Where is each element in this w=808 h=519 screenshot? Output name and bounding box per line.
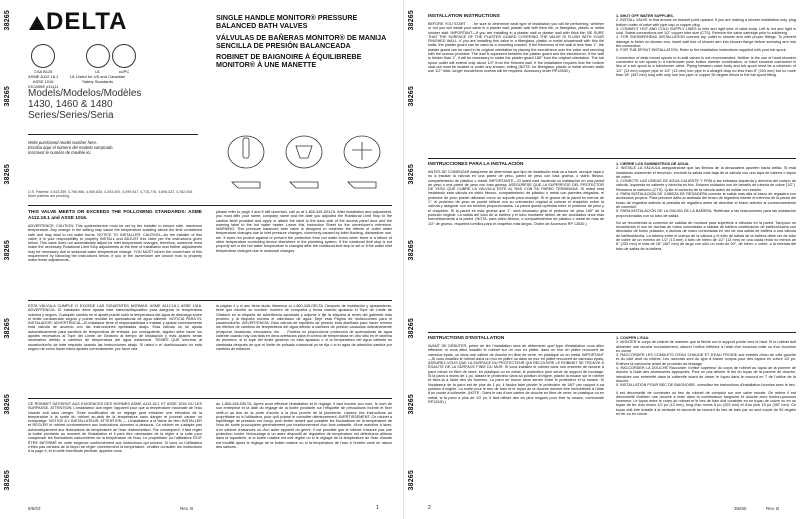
warning-es-column-1 [28,304,202,351]
step-item: 3. CONECTE LAS LÍNEAS DE AGUA CALIENTE Y FRÍA a las entradas izquierda y derecha del cuerpo de válvula. Izquierda es caliente y derecha es fría. Enlaces soldados son de tamaño de tubería de cobre (1/2"). Remueva la cartucho (CTS). Quite el cartucho de la válvula antes de soldar con estaño. [616,179,796,192]
page-number: 1 [376,505,379,511]
section-rule [28,398,392,399]
cert-line: UL [95,69,101,74]
margin-doc-code-column [4,0,18,519]
warning-fr-column-1 [28,402,202,454]
footer-rev: Rev. B [180,506,194,511]
delta-triangle-icon [29,16,45,30]
install-en-column-2 [616,14,796,77]
model-line: Series/Series/Seria [28,110,114,121]
step-item: 2. MONTER le corps de robinet de manière que la flèche sur le support pointe vers le haut. Si le robinet doit alimenter une douche exclusivement, obturer l'orifice inférieur à l'aide d'un bouchon mâle ou d'un bouchon en cuivre. [616,340,796,353]
margin-doc-code-column [408,0,422,519]
margin-doc-code: 38265 [4,318,11,339]
cupc-mark-icon [112,44,136,68]
step-item: 4. PARA INSTALACIÓN DE CABEZA DE REGADERA conecte la salida más alta al brazo de regadera con accesorios propios. Para prevenir daño al acabado del brazo de regadera inserte el extremo de la pared del brazo de regadera adentro al pestaña de regadera antes de atornillar el brazo adentro al conexionamiento de conexión. [616,192,796,209]
tub-spout-1-icon [232,182,260,188]
margin-doc-code: 38265 [4,164,11,185]
section-rule [428,158,796,159]
cert-line: IOC/MNE #11111 [28,84,59,89]
warning-es-column-2 [216,304,392,351]
note-line: Escriba aquí el número del modelo comprado. [28,145,114,150]
install-fr-extra: Il est déconseillé de connecter un bec de robinet de comptoir sur une valve murale. De même il est déconseillé d'utiliser une douche à main dans la combinaison baignoire et douche avec bouton-poussoir inverseur. Le tuyau entre le corps du robinet et le bec de bain doit consister en un tuyau de cuivre ou en un tuyau de fer d'au moins 1/2 po (13 mm), long d'au moins 8 po (203 mm) et d'au plus 18 po (457 mm). Ce tuyau doit être installé à la verticale et raccordé au raccord du bec de bain par un seul coude de 90 degrés en fer ou en cuivre. [616,390,796,417]
step-item: 5. FOR TUB SPOUT INSTALLATION, Refer to the installation instructions supplied with your tub spout. [616,48,787,53]
margin-doc-code: 38265 [408,240,415,261]
install-en-extra: Connection of desk mount spouts to in-wall valves is not recommended. Neither is the use of hand showers connected to tub spouts in a tub/shower push button diverter combination, or hand showers connected in lieu of a tub spout to a tub/shower valve. Piping between valve body and tub spout must be a minimum of 1/2" (13 mm) copper pipe or 1/2" (13 mm) iron pipe in a straight drop no less than 8" (203 mm) but no more than 18" (457 mm) long with only one iron pipe or copper 90 degree elbow to the tub spout fitting. [616,55,796,77]
tub-spout-3-icon [348,182,376,188]
warning-en-text: ADVERTENCE: CAUTION: This system/device must be set by the installer to ensure safe, maximum temperature. Any change in the setting may cause the temperature scalding above the limit considered safe and may lead to hot water burns. NOTICE TO INSTALLER: CAUTION—As the installer of this valve, it is your responsibility to properly INSTALL and ADJUST this valve per the instructions given below. This valve does not automatically adjust for inlet temperature changes, therefore, someone must make the necessary Rotational Limit Stop adjustments at the time of installation and further adjustments may be necessary due to seasonal water temperature change. YOU MUST inform the owner/user of this requirement by following the instructions below. If you or the owner/user are unsure how to properly make these adjustments, [28,224,202,263]
install-es-column-2 [616,162,796,251]
section-rule [28,300,392,301]
warning-en-column-1 [28,210,202,263]
brand-name: DELTA [46,8,128,35]
tub-spout-2-icon [290,182,318,188]
step-item: 1. CIERRE LOS SUMINISTROS DE AGUA. [616,162,690,166]
model-number-line [28,134,198,135]
title-es: VÁLVULAS DE BAÑERAS MONITOR® DE MANIJA SENCILLA DE PRESIÓN BALANCEADA [216,32,387,50]
install-en-heading: INSTALLATION INSTRUCTIONS [428,14,500,19]
title-fr: ROBINET DE BAIGNOIRE À ÉQUILIBREBE MONITOR® À UNE MANETTE [216,52,362,70]
margin-doc-code: 38265 [408,10,415,31]
note-line: Inscrivez le numéro de modèle ici. [28,150,92,155]
step-item: 1. COUPER L'EAU. [616,336,650,340]
warning-es-text-cont: la página 4 y si aún tiene duda, llámenos al 1-800-345-DELTA. Después de instalación y ajustamiento, tiene que escribir su nombre, nombre de compañía y fecha cuando ajustado el Tope de Límite de Giratorio en la etiqueta de advertencia aprobada y adjunte o fije la etiqueta al revés del gabinete más próximo y la etiqueta encima el calentador de agua. Deje esta Página de Instrucciones para el usuario/dueño. ADVERTENCIA: Esta válvula de equilibrio de presión está diseñada para hacer mínimo los efectos de cambios de temperatura del agua debido a cambios de presión causados ordinariamente (evaporar, lavadoras, excusados, etc. . . Pudiera no proporcionar protección de quemaduras de agua caliente cuando hay una falla en otros artefactos para el control de temperatura en otro sitio en el sistema de plomería, si el tope del límite giratorio no está ajustado o si la temperatura del agua caliente es cambiada después de que el límite de pulsado rotacional ya se fija o si el agua de admisión cambia por cambios de estación. [216,304,392,351]
model-line: Models/Modelos/Modèles [28,88,142,99]
warning-fr-text-cont: au 1-800-345-DELTA. Après avoir effectué l'installation et le réglage, il faut inscrire son nom, le nom de son entreprise et la date du réglage de la butée pivotante sur l'étiquette de précautions fournie et fixer celle-ci au dos de la porte d'accès à la plus proche de la plomberie. Laissez ces instructions au propriétaire ou à l'utilisateur, pour qu'il puisse le consulter ultérieurement. AVERTISSEMENT: Ce robinet à équilibrage de pression est conçu pour limiter autant que possible les fluctuations de la température de l'eau de sortie provoquées généralement par fonctionnement d'un lave-vaisselle, d'une machine à laver, d'un cabinet d'aisances ou d'un autre appareil du genre. Il est possible que le robinet n'assure pas une protection contre l'échaudage si un autre dispositif de régulation de température est défectueux ailleurs dans la tuyauterie, si la butée rotative est mal réglée ou si le réglage de la température de l'eau chaude est modifié après le réglage de la butée rotative ou si la température de l'eau à l'entrée varie en raison des saisons. [216,402,392,449]
margin-doc-code: 38265 [4,240,11,261]
page-2 [404,0,808,519]
document-title [216,14,392,73]
margin-doc-code: 38265 [408,394,415,415]
cert-line: ASME A112.18.1 [28,74,59,79]
margin-doc-code: 38265 [4,470,11,491]
warning-fr-column-2 [216,402,392,449]
section-rule [428,332,796,333]
footer-date: 8/5/03 [28,506,41,511]
install-fr-column-2 [616,336,796,416]
step-item: 5. PARA INSTALACIÓN DE LA SALIDA DE LA BAÑERA, Refiérase a las instrucciones para las instalación proporcionadas con su tubo de salida. [616,209,796,218]
cert-line: ASSE 1016 [32,79,54,84]
step-item: 5. INSTALLATION POUR BEC DE BAIGNOIRE, consultez les instructions d'installation fournies avec le bec. [616,383,796,388]
footer-rev: Rev. B [766,506,780,511]
ul-mark-icon [86,44,110,68]
step-item: 3. RACCORDER LES CONDUITS D'EAU CHAUDE ET D'EAU FROIDE aux entrées d'eau de côté gauche et du côté droit du robinet. Les raccords sont du type à braser conçus pour des tuyaux en cuivre 1/2 po. Enlevez la cartouche avant de procéder au brasage. [616,353,796,366]
install-es-extra: No se recomienda la conexión de salidas de montura para superficie a válvulas en la pared. Tampoco se recomienda el uso de duchas de mano conectadas a salidas de bañera combinación de bañera/ducha con desviador de botón pulsador, o duchas de mano conectadas en vez de una salida de bañera a una válvula de bañera/ducha. La tubería entre el cuerpo de la válvula y el tubo de salida de la bañera debe ser de tubo de cobre de un mínimo de 1/2" (13 mm) o tubo de hierro de 1/2" (13 mm) en una caída recta no menos de 8" (203 mm) ni más de 18" (457 mm) de largo con sólo un codo de 90°, de hierro o cobre, a la entrada del tubo de salida de la bañera. [616,220,796,251]
escutcheon-2-icon [286,136,322,168]
footer-code: 38265 [734,506,747,511]
title-en: SINGLE HANDLE MONITOR® PRESSURE BALANCED BATH VALVES [216,13,358,31]
csa-certification [28,44,58,89]
warning-en-text-cont: please refer to page 4 and if still uncertain, call us at 1-800-345-DELTA. After installation and adjustment, you must affix your name, company name and the date you adjusted the Rotational Limit Stop to the caution label provided and apply or attach the label to the back side of the access panel door and the warning label to the hot water heater. Leave this Instruction Sheet for the owner/user's reference. WARNING: This pressure balanced bath valve is designed to minimize the effects of outlet water temperature changes due to inlet pressure changes, commonly caused by toilet flushing, dishwasher use, etc. It does not protect against or prevent the protection from hot water burns when there is a failure of other temperature controlling device elsewhere in the plumbing system. If the rotational limit stop is not properly set or the hot water temperature is changed after the rotational limit stop is set or if the water inlet temperature changes due to seasonal changes. [216,210,392,253]
cert-line: CSA B125 [33,69,53,74]
install-fr-text: AVANT DE DÉBUTER, prière de lire l'installation sera de déterminer quel type d'installation vous allez effectuer, si vous allez installer le robinet sur un mur en plâtre, dans un mur en plâtre recouvert de carreaux épais, ou dans une cabine de douche en fibre de verre, en plastique ou en métal. IMPORTANT—Si vous installez le robinet dans un mur en plâtre ou dans un mur en plâtre recouvert de carreaux épais, ASSUREZ-VOUS QUE LA SURFACE DU PROTECTEUR QUI RECOUVRE LE ROBINET SE TROUVE À ÉGALITÉ DE LA SURFACE FINIE DU MUR. Si vous installez le robinet dans une enceinte de douche à paroi mince en fibre de verre, en plastique ou en métal, le protecteur peut servir de support de montage. Si la paroi a moins de 1 po, laissez le protecteur dans sa position d'origine, placez la rosace sur le robinet et fixez-la à l'aide des vis fournies. La paroi se trouve alors serrée entre le protecteur et la rosace. Si l'épaisseur de la paroi est de plus de 1 po, il faudra faire pivoter le protecteur de 180° par rapport à sa position d'origine. La sortie pour le bec de bain et le tuyau de la douche doivent être immobilisés à l'aide d'un coude à collerette. (NOTE : Dans le cas d'une cabine de douche en fibre de verre, en plastique ou en métal, si la paroi a plus de 1/2 po, il faut utiliser des vis plus longues pour fixer la rosace, commande RP12630.) [428,344,604,404]
step-item: 4. RACCORDER LA DOUCHE Raccorder l'orifice supérieur du corps de robinet au tuyau de la pomme de douche à l'aide des accessoires appropriés. Pour ne pas abîmer le fini du tuyau de la pomme de douche, introduire son extrémité dans la collerette avant de visser le tuyau dans le raccord en T de l'orifice de la douche. [616,366,796,383]
warning-es-text: ESTA VÁLVULA CUMPLE O EXCEDE LAS SIGUIENTES NORMAS: ASME A112.18.1 ASSE 1016. ADVERTENCIA: El instalador debe ajustar este sistema/dispositivo para asegurar la temperatura máxima y segura. Cualquier cambio en el ajuste puede subir la temperatura del agua de descarga sobre el límite considerado seguro y puede resultar en quemaduras de agua caliente. NOTICIA PARA EL INSTALADOR: ADVERTENCIA—El instalador tiene el responsabilidad e instalar y ajustar correctamente esta válvula de acuerdo con las instrucciones aprobadas abajo. Esta válvula no se ajusta automáticamente para cambios de temperatura de entrada, por consiguiente, alguien debe hacer los ajustes necesarios al Tope del Límite de Giratorio al tiempo de instalación y más ajustes serán necesarios debido a cambios de temperatura del agua estacional. TIENES QUE informar al usuario/dueño de este requisito usando las instrucciones abajo. Si usted o el dueño/usuario no está seguro de cómo hacer estos ajustes correctamente, por favor vea [28,304,202,351]
warning-en-column-2 [216,210,392,253]
install-en-column-1 [428,14,604,74]
model-numbers [28,88,141,121]
step-item: 1. SHUT OFF WATER SUPPLIES. [616,14,674,18]
step-item: 2. INSTALL VALVE to that arrows on bracket point upward. If you are making a shower installation only, plug bottom outlet of valve with pipe cap or copper plug. [616,18,796,27]
install-fr-column-1 [428,336,604,404]
margin-doc-code: 38265 [4,394,11,415]
margin-doc-code: 38265 [4,86,11,107]
section-rule [28,205,392,206]
install-en-text: BEFORE YOU START . . . be sure to determine what type of installation you will be performing, whether or not you will install your valve in a plaster wall, plaster wall with thick tile, or fiberglass, plastic or metal shower stall. IMPORTANT—If you are installing in a plaster wall or plaster wall with thick tile: BE SURE THAT THE SURFACE OF THE PLASTER GUARD COVERING THE VALVE IS FLUSH WITH YOUR FINISHED WALL. If you are installing this valve in a fiberglass, plastic or metal showerwall with thin tile walls, the plaster guard can be used as a mounting bracket. If the thickness of the wall is less than 1", the plaster guard can be used in its original orientation by placing the escutcheon over the valve and securing with the screws provided. The wall is squeezed between the plaster guard and the escutcheon. If the wall is thicker than 1", it will be necessary to rotate the plaster guard 180° from the original orientation. The tub spout outlet will extend only about 1/2" from the finished wall. If the installation requires that the bottom stub-out must be located or under any shower, ceiling (NOTE: for fiberglass, plastic or metal shower stalls use 1/2" thick, longer escutcheon screws will be required. Accessory order RP12630.) [428,22,604,74]
cupc-certification [112,44,136,74]
patents-text: U.S. Patents: 4,043,359, 3,796,966, 4,069,835, 4,353,400, 4,099,547, 4,715,776, 4,696,322, 4,782,005. More patents are pending. [28,190,194,199]
valve-trim-illustration [216,132,392,196]
escutcheon-1-icon [228,136,264,168]
margin-doc-code: 38265 [408,164,415,185]
warning-fr-text: CE ROBINET SATISFAIT AUX EXIGENCES DES NORMES ASME A112.18.1 ET ASSE 1016 OU LES SURPASSE. ATTENTION: L'installateur doit régler l'appareil pour que la température maximale de l'eau chaude soit sans danger. Toute modification de ce réglage peut entraîner une élévation de la température à la sortie du robinet au-delà de la température sans danger et pourrait causer un échaudage. NOTICE À L'INSTALLATEUR: ATTENTION — L'installateur a la tâche de bien INSTALLER et RÉGLER le robinet conformément aux instructions données ci-dessous. Ce robinet ne s'adapte pas automatiquement aux fluctuations de température de l'eau d'alimentation. Par conséquent, il faut régler la butée pivotante au moment de l'installation et il peut être nécessaire de la régler à la suite pour compenser les fluctuations saisonnières de la température de l'eau. Le propriétaire ou l'utilisateur DOIT ÊTRE INFORMÉ de cette exigence conformément aux instructions qui suivent. Si vous ou l'utilisateur n'êtes pas certains de la façon de régler correctement la température, veuillez consulter les instructions à la page 4, et si cette incertitude persiste, appelez-nous [28,402,202,454]
step-item: 3. CONNECT HOT AND COLD SUPPLY LINES to inlet and right inlet of valve body. Left is hot and right is cold. Sweat connections are 1/2" copper tube size (CTS). Remove the valve cartridge prior to soldering. [616,26,796,36]
margin-doc-code: 38265 [408,470,415,491]
step-item: 2. INSTALE LA VÁLVULA asegurándose que las flechas de la abrazadera apunten hacia arriba. Si está instalando solamente el recorrido, enchufe la salida más baja de la válvula con una tapa de tubería o tapón de cobre. [616,166,796,179]
write-model-note [28,140,198,155]
step-item: 4. FOR SHOWERHEAD INSTALLATION connect top outlet to shower arm with proper fittings. To prevent damage to finish on shower arm, insert wall end of shower arm into shower flange before screwing arm into tee connection. [616,35,796,49]
model-line: 1430, 1460 & 1480 [28,99,113,110]
install-es-text: ANTES DE COMENZAR asegúrese de determinar que tipo de instalación está va a hacer, aunque vaya o no a instalar la válvula en una pared de yeso, pared de yeso con losa gruesa, o vidrio fibroso, compartimiento de plástico o metal. IMPORTANTE—Si usted está haciendo su instalación en una pared de yeso o una pared de yeso con losa gruesa: ASEGÚRESE QUE LA SUPERFICIE DEL PROTECTOR DE YESO QUE CUBRE LA VÁLVULA ESTÉ AL RAS CON SU PARED TERMINADA. Si usted está instalando esta válvula en vidrio fibroso, compartimiento de plástico o metal con paredes delgadas, el protector de yeso puede utilizarse como un soporte para montaje. Si el grosor de la pared es menos de 1", el protector de yeso se puede utilizar con su orientación original al colocar el chapetón sobre la válvula y asegurar con los tornillos proporcionados. La pared queda oprimida entre el protector de yeso y el chapetón. Si la pared es más gruesa que 1", será necesario girar el protector de yeso 180° de la posición original. La salida del tubo de la bañera y el tubo montante deben de ser acordados unos más herméticamente a la pared. (NOTA: para vidrio fibroso, o compartimientos de plástico o metal de más de 1/2" de grueso, requerirá tornillos para el chapetón más largos. Orden de Accesorio RP 12630.) [428,170,604,226]
install-es-column-1 [428,162,604,226]
margin-doc-code: 38265 [408,86,415,107]
csa-mark-icon [31,44,55,68]
cert-line: UL Listed for US and Canadian [70,74,126,79]
cert-line: cUPC [118,69,130,74]
note-line: Write purchased model number here. [28,140,98,145]
margin-doc-code: 38265 [4,10,11,31]
page-number: 2 [428,505,431,511]
margin-doc-code: 38265 [408,318,415,339]
warning-en-heading: THIS VALVE MEETS OR EXCEEDS THE FOLLOWING STANDARDS: ASME A112.18.1 and ASSE 1016. [28,210,202,221]
install-fr-heading: INSTRUCTIONS D'INSTALLATION [428,336,505,341]
install-es-heading: INSTRUCCIONES PARA LA INSTALACIÓN [428,162,524,167]
brand-logo [28,8,127,36]
cert-line: Safety Standards [82,79,113,84]
